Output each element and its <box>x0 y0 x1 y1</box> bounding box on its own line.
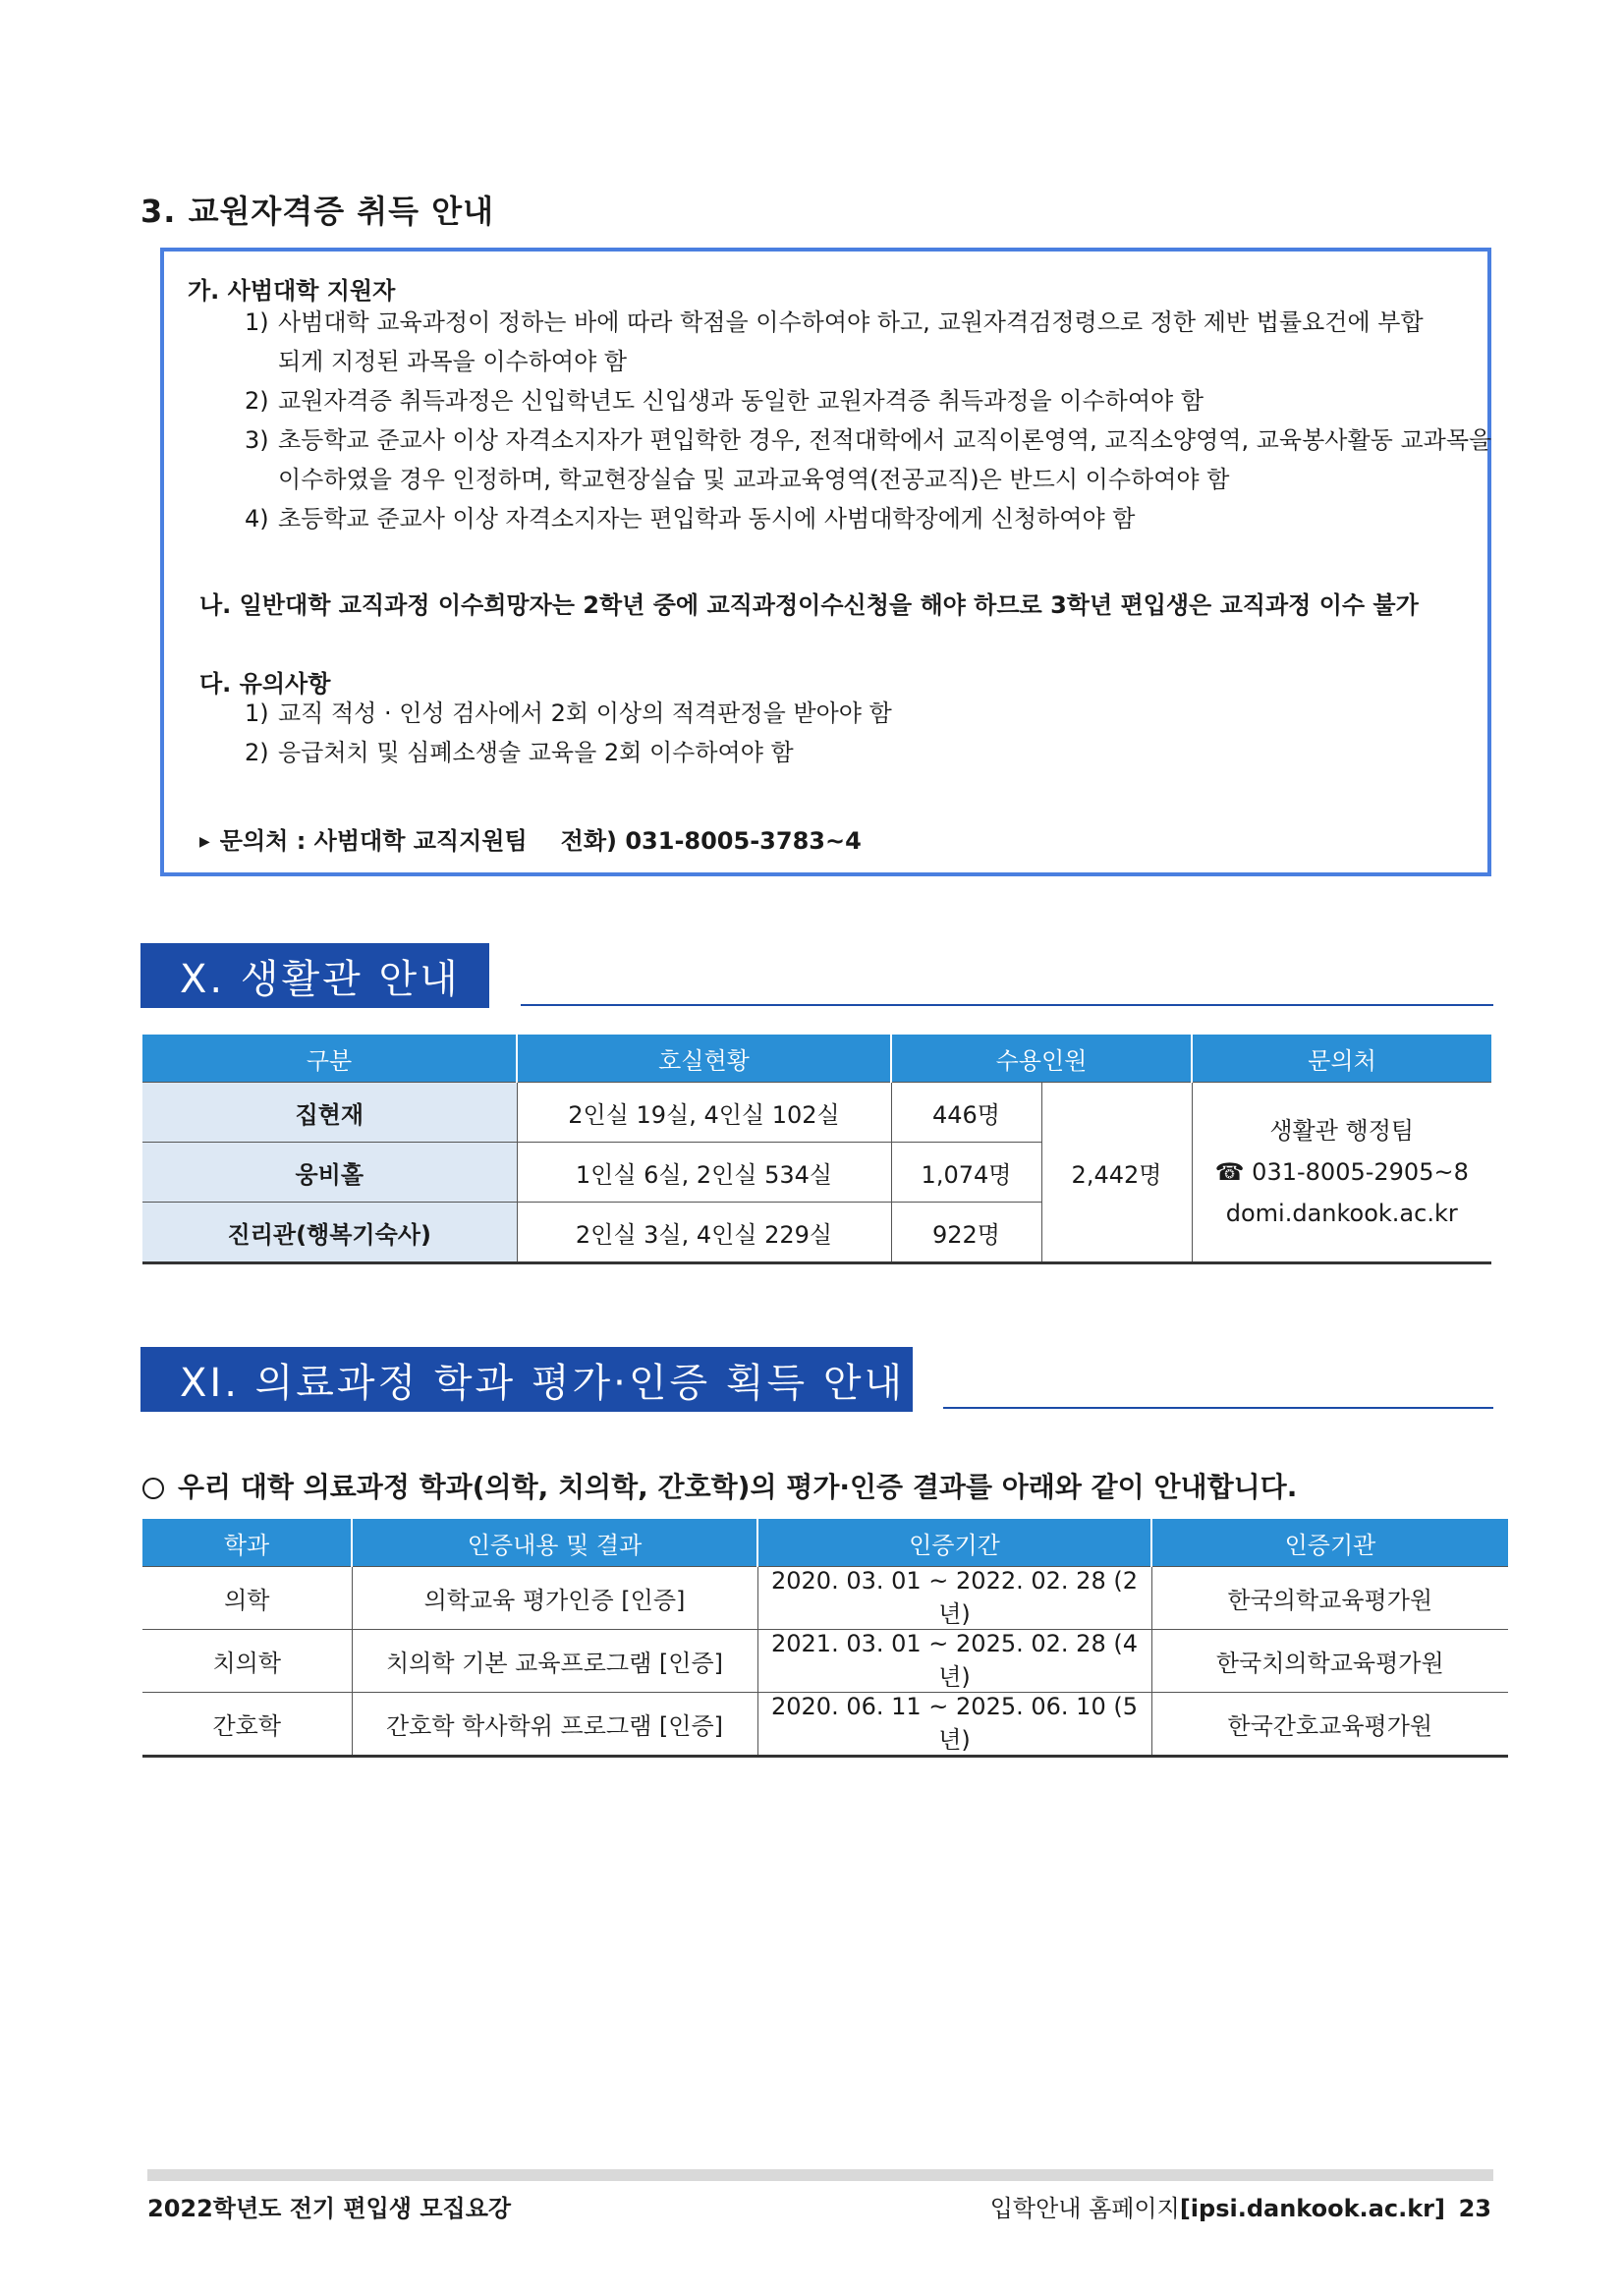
agency-cell: 한국간호교육평가원 <box>1151 1693 1508 1757</box>
section-title: 3. 교원자격증 취득 안내 <box>140 193 495 230</box>
list-item-continuation: 되게 지정된 과목을 이수하여야 함 <box>278 348 628 375</box>
table-row <box>142 1567 1508 1630</box>
table-row <box>142 1630 1508 1693</box>
agency-cell: 한국의학교육평가원 <box>1151 1567 1508 1630</box>
period-cell: 2020. 06. 11 ~ 2025. 06. 10 (5년) <box>757 1693 1151 1757</box>
homepage-link[interactable]: [ipsi.dankook.ac.kr] <box>1179 2195 1445 2222</box>
column-header: 인증기간 <box>757 1519 1151 1567</box>
medical-intro: 우리 대학 의료과정 학과(의학, 치의학, 간호학)의 평가·인증 결과를 아래와 같이 안내합니다. <box>142 1466 1297 1505</box>
column-header: 구분 <box>142 1035 517 1083</box>
table-row <box>142 1693 1508 1757</box>
dorm-name: 웅비홀 <box>142 1143 517 1203</box>
result-cell: 간호학 학사학위 프로그램 [인증] <box>352 1693 757 1757</box>
dorm-rooms: 2인실 3실, 4인실 229실 <box>517 1203 891 1263</box>
result-cell: 치의학 기본 교육프로그램 [인증] <box>352 1630 757 1693</box>
subsection-a-heading: 가. 사범대학 지원자 <box>188 277 396 305</box>
table-header-row <box>142 1035 1491 1083</box>
subsection-c-heading: 다. 유의사항 <box>199 670 331 698</box>
agency-cell: 한국치의학교육평가원 <box>1151 1630 1508 1693</box>
dept-cell: 치의학 <box>142 1630 352 1693</box>
triangle-bullet-icon: ▶ <box>199 834 210 850</box>
contact-site: domi.dankook.ac.kr <box>1225 1200 1458 1227</box>
contact-phone: ☎ 031-8005-2905~8 <box>1214 1158 1469 1186</box>
table-row <box>142 1083 1491 1143</box>
dorm-capacity: 446명 <box>891 1083 1041 1143</box>
banner-rule <box>943 1407 1493 1409</box>
dept-cell: 의학 <box>142 1567 352 1630</box>
list-item: 3) 초등학교 준교사 이상 자격소지자가 편입학한 경우, 전적대학에서 교직이론영역, 교직소양영역, 교육봉사활동 교과목을 <box>245 426 1492 454</box>
dorm-capacity: 922명 <box>891 1203 1041 1263</box>
list-item: 1) 사범대학 교육과정이 정하는 바에 따라 학점을 이수하여야 하고, 교원자격검정령으로 정한 제반 법률요건에 부합 <box>245 308 1424 336</box>
dorm-total-capacity: 2,442명 <box>1041 1083 1192 1263</box>
dept-cell: 간호학 <box>142 1693 352 1757</box>
column-header: 문의처 <box>1192 1035 1491 1083</box>
period-cell: 2021. 03. 01 ~ 2025. 02. 28 (4년) <box>757 1630 1151 1693</box>
page-number: 23 <box>1458 2195 1491 2222</box>
table-header-row <box>142 1519 1508 1567</box>
footer-title: 2022학년도 전기 편입생 모집요강 <box>147 2195 512 2222</box>
teacher-cert-box <box>160 248 1491 876</box>
period-cell: 2020. 03. 01 ~ 2022. 02. 28 (2년) <box>757 1567 1151 1630</box>
list-item: 1) 교직 적성 · 인성 검사에서 2회 이상의 적격판정을 받아야 함 <box>245 700 892 727</box>
dorm-section-banner: X. 생활관 안내 <box>140 943 489 1008</box>
contact-line: ▶ 문의처 : 사범대학 교직지원팀 전화) 031-8005-3783~4 <box>199 827 862 855</box>
contact-team: 생활관 행정팀 <box>1269 1117 1415 1145</box>
result-cell: 의학교육 평가인증 [인증] <box>352 1567 757 1630</box>
footer-divider <box>147 2169 1493 2181</box>
column-header: 학과 <box>142 1519 352 1567</box>
list-item-continuation: 이수하였을 경우 인정하며, 학교현장실습 및 교과교육영역(전공교직)은 반드시 이수하여야 함 <box>278 466 1230 493</box>
column-header: 인증기관 <box>1151 1519 1508 1567</box>
footer-homepage: 입학안내 홈페이지[ipsi.dankook.ac.kr] 23 <box>989 2195 1491 2222</box>
list-item: 4) 초등학교 준교사 이상 자격소지자는 편입학과 동시에 사범대학장에게 신청하여야 함 <box>245 505 1136 532</box>
dorm-table <box>142 1035 1491 1264</box>
dorm-name: 집현재 <box>142 1083 517 1143</box>
list-item: 2) 교원자격증 취득과정은 신입학년도 신입생과 동일한 교원자격증 취득과정을 이수하여야 함 <box>245 387 1204 415</box>
medical-section-banner: XI. 의료과정 학과 평가·인증 획득 안내 <box>140 1347 913 1412</box>
circle-bullet-icon <box>142 1478 164 1499</box>
dorm-rooms: 2인실 19실, 4인실 102실 <box>517 1083 891 1143</box>
accreditation-table <box>142 1519 1508 1758</box>
list-item: 2) 응급처치 및 심폐소생술 교육을 2회 이수하여야 함 <box>245 739 794 766</box>
column-header: 인증내용 및 결과 <box>352 1519 757 1567</box>
dorm-capacity: 1,074명 <box>891 1143 1041 1203</box>
subsection-b-heading: 나. 일반대학 교직과정 이수희망자는 2학년 중에 교직과정이수신청을 해야 하므로 3학년 편입생은 교직과정 이수 불가 <box>199 591 1419 619</box>
column-header: 수용인원 <box>891 1035 1192 1083</box>
banner-rule <box>521 1004 1493 1006</box>
dorm-name: 진리관(행복기숙사) <box>142 1203 517 1263</box>
dorm-rooms: 1인실 6실, 2인실 534실 <box>517 1143 891 1203</box>
column-header: 호실현황 <box>517 1035 891 1083</box>
dorm-contact <box>1192 1083 1491 1263</box>
